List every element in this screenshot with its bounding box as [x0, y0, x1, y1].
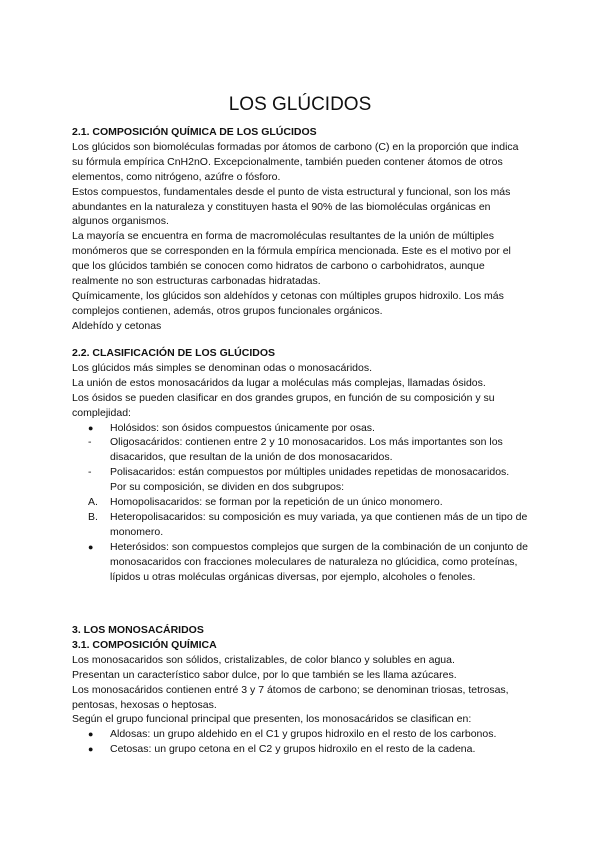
paragraph: Los glúcidos son biomoléculas formadas por átomos de carbono (C) en la proporción que indica su fórmula empírica CnH2nO. Excepcionalmente, también pueden contener átomos de otros elementos, como nitrógeno, azúfre o fósforo. — [72, 140, 519, 183]
list-item — [72, 540, 528, 585]
paragraph: Químicamente, los glúcidos son aldehídos y cetonas con múltiples grupos hidroxilo. Los más complejos contienen, además, otros grupos funcionales orgánicos. — [72, 289, 504, 317]
section-heading: 2.2. CLASIFICACIÓN DE LOS GLÚCIDOS — [72, 347, 276, 359]
list-item-text: Heterósidos: son compuestos complejos que surgen de la combinación de un conjunto de monosacaridos con fracciones moleculares de naturaleza no glúcidica, como proteínas, lípidos u otras moléculas orgánicas diversas, por ejemplo, alcoholes o fenoles. — [110, 540, 528, 583]
section-2-2 — [72, 346, 528, 585]
list-item — [72, 742, 528, 757]
list-item — [72, 435, 528, 465]
list-item-text: Oligosacáridos: contienen entre 2 y 10 monosacaridos. Los más importantes son los disacaridos, que resultan de la unión de dos monosacaridos. — [110, 436, 503, 464]
list-item-text: Holósidos: son ósidos compuestos únicamente por osas. — [110, 421, 375, 434]
paragraph: Los monosacáridos contienen entré 3 y 7 átomos de carbono; se denominan triosas, tetrosas, pentosas, hexosas o heptosas. — [72, 683, 509, 711]
monosaccharide-type-list — [72, 727, 528, 757]
section-2-1 — [72, 125, 528, 334]
list-item-text: Aldosas: un grupo aldehido en el C1 y grupos hidroxilo en el resto de los carbonos. — [110, 728, 497, 741]
letter-marker: A. — [88, 496, 98, 509]
bullet-marker: ● — [88, 744, 94, 755]
dash-marker: - — [88, 466, 92, 479]
list-item-text: Heteropolisacaridos: su composición es muy variada, ya que contienen más de un tipo de monomero. — [110, 510, 528, 538]
document-title: LOS GLÚCIDOS — [228, 94, 372, 115]
section-3 — [72, 623, 528, 757]
section-heading: 3. LOS MONOSACÁRIDOS — [72, 624, 204, 636]
paragraph: La unión de estos monosacáridos da lugar a moléculas más complejas, llamadas ósidos. — [72, 376, 486, 389]
paragraph: Los glúcidos más simples se denominan odas o monosacáridos. — [72, 361, 372, 374]
paragraph: Presentan un característico sabor dulce, por lo que también se les llama azúcares. — [72, 668, 457, 681]
dash-marker: - — [88, 436, 92, 449]
section-heading: 2.1. COMPOSICIÓN QUÍMICA DE LOS GLÚCIDOS — [72, 126, 317, 138]
paragraph: Los monosacaridos son sólidos, cristalizables, de color blanco y solubles en agua. — [72, 653, 455, 666]
classification-list — [72, 421, 528, 585]
paragraph: La mayoría se encuentra en forma de macromoléculas resultantes de la unión de múltiples monómeros que se corresponden en la fórmula empírica mencionada. Este es el motivo por el que los glúcidos también se conocen como hidratos de carbono o carbohidratos, aunque realmente no son estructuras carbonadas hidratadas. — [72, 230, 511, 288]
letter-marker: B. — [88, 510, 98, 523]
paragraph: Según el grupo funcional principal que presenten, los monosacáridos se clasifican en: — [72, 713, 472, 726]
list-item — [72, 465, 528, 495]
bullet-marker: ● — [88, 541, 94, 552]
list-item — [72, 421, 528, 436]
list-item-text: Polisacaridos: están compuestos por múltiples unidades repetidas de monosacaridos. Por su composición, se dividen en dos subgrupos: — [110, 466, 510, 494]
paragraph: Aldehído y cetonas — [72, 319, 162, 332]
bullet-marker: ● — [88, 729, 94, 740]
list-item — [72, 495, 528, 510]
list-item-text: Homopolisacaridos: se forman por la repetición de un único monomero. — [110, 496, 443, 509]
list-item-text: Cetosas: un grupo cetona en el C2 y grupos hidroxilo en el resto de la cadena. — [110, 743, 476, 756]
subsection-heading: 3.1. COMPOSICIÓN QUÍMICA — [72, 638, 217, 651]
paragraph: Los ósidos se pueden clasificar en dos grandes grupos, en función de su composición y su complejidad: — [72, 391, 495, 419]
paragraph: Estos compuestos, fundamentales desde el punto de vista estructural y funcional, son los más abundantes en la naturaleza y constituyen hasta el 90% de las biomoléculas orgánicas en algunos organismos. — [72, 185, 511, 228]
list-item — [72, 510, 528, 540]
list-item — [72, 727, 528, 742]
bullet-marker: ● — [88, 422, 94, 433]
